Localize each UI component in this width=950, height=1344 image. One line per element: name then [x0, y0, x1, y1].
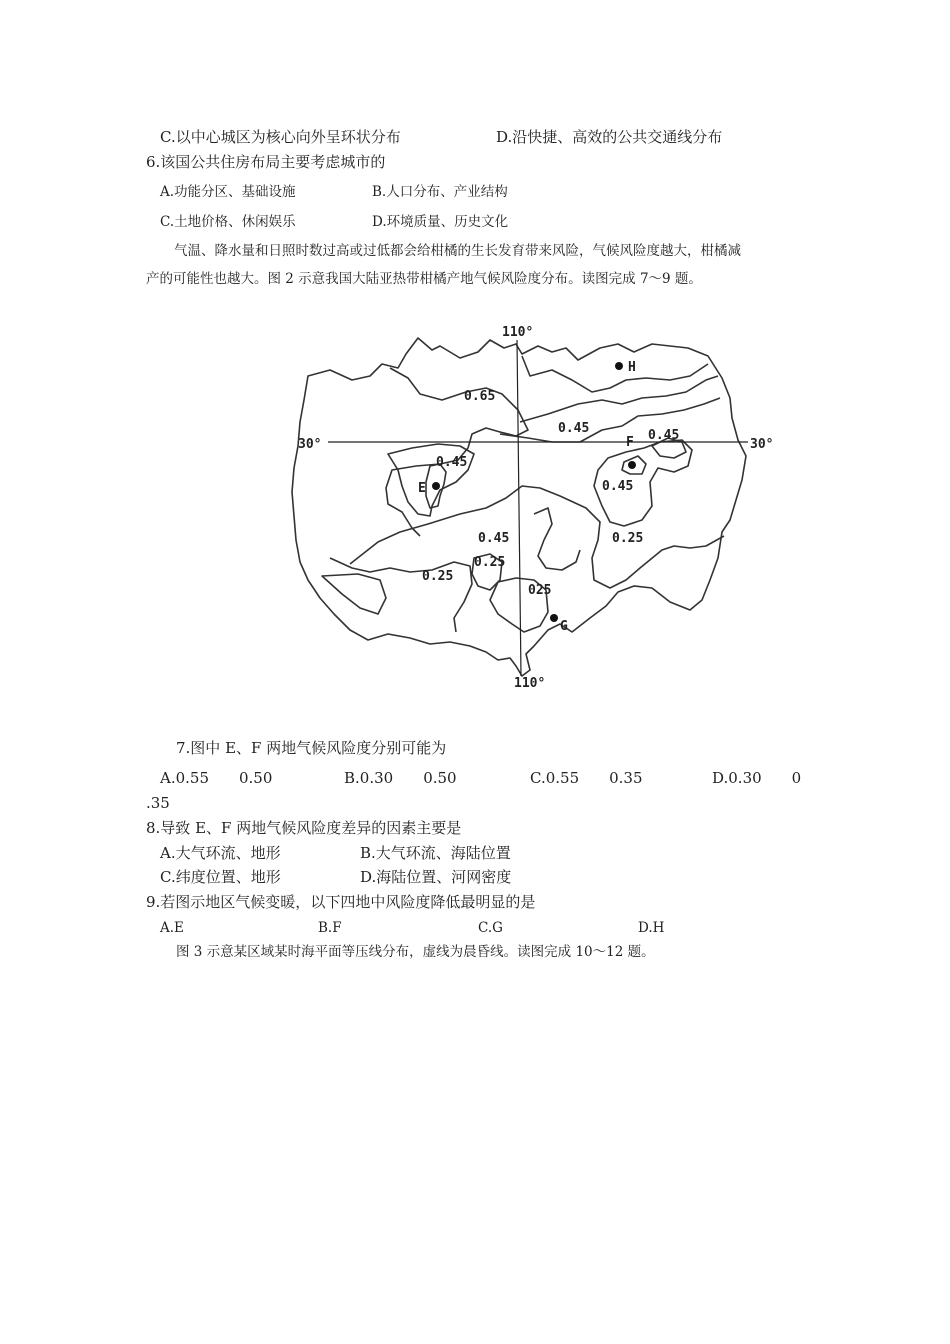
contour-label: 0.25	[612, 531, 644, 546]
contour-label: 0.45	[558, 421, 590, 436]
q9-option-c: C.G	[478, 920, 503, 936]
lon-label-top: 110°	[502, 325, 534, 340]
q7-option-a: A.0.55 0.50	[160, 769, 273, 787]
point-f-label: F	[626, 435, 634, 450]
intro-line-2: 产的可能性也越大。图 2 示意我国大陆亚热带柑橘产地气候风险度分布。读图完成 7～9 题。	[146, 271, 702, 287]
contour-label: 0.45	[478, 531, 510, 546]
contour-label: 025	[528, 583, 552, 598]
q8-option-c: C.纬度位置、地形	[160, 868, 281, 886]
intro-line-1: 气温、降水量和日照时数过高或过低都会给柑橘的生长发育带来风险，气候风险度越大，柑橘减	[174, 243, 741, 259]
q7-option-c: C.0.55 0.35	[530, 769, 643, 787]
q9-option-a: A.E	[160, 920, 184, 936]
q8-option-b: B.大气环流、海陆位置	[360, 844, 511, 862]
contour-045-central	[350, 486, 724, 588]
contour-label: 0.25	[422, 569, 454, 584]
contour-065	[386, 368, 528, 536]
q7-option-d: D.0.30 0	[712, 769, 802, 787]
q6-option-d: D.环境质量、历史文化	[372, 214, 509, 230]
q5-option-c: C.以中心城区为核心向外呈环状分布	[160, 128, 401, 146]
q7-stem: 7.图中 E、F 两地气候风险度分别可能为	[176, 739, 447, 757]
point-h-dot	[615, 362, 623, 370]
citrus-risk-map	[290, 318, 780, 696]
contour-label: 0.65	[464, 389, 496, 404]
contour-label: 0.45	[436, 455, 468, 470]
q8-stem: 8.导致 E、F 两地气候风险度差异的因素主要是	[146, 819, 462, 837]
lon-label-bottom: 110°	[514, 676, 546, 691]
contour-045-north	[522, 356, 708, 392]
point-f-dot	[628, 461, 636, 469]
point-h-label: H	[628, 360, 636, 375]
contour-label: 0.45	[602, 479, 634, 494]
q7-option-d-wrap: .35	[146, 794, 170, 812]
q9-option-b: B.F	[318, 920, 342, 936]
point-e-dot	[432, 482, 440, 490]
q6-option-c: C.土地价格、休闲娱乐	[160, 214, 296, 230]
q8-option-a: A.大气环流、地形	[160, 844, 281, 862]
q8-option-d: D.海陆位置、河网密度	[360, 868, 512, 886]
q5-option-d: D.沿快捷、高效的公共交通线分布	[496, 128, 723, 146]
contour-label: 0.45	[648, 428, 680, 443]
meridian-110	[517, 340, 521, 676]
q9-option-d: D.H	[638, 920, 665, 936]
contour-label: 0.25	[474, 555, 506, 570]
lat-label-left: 30°	[298, 437, 322, 452]
q6-option-a: A.功能分区、基础设施	[160, 184, 296, 200]
contour-025-southwest	[322, 574, 386, 614]
q9-stem: 9.若图示地区气候变暖，以下四地中风险度降低最明显的是	[146, 893, 536, 911]
q7-option-b: B.0.30 0.50	[344, 769, 457, 787]
point-g-dot	[550, 614, 558, 622]
intro2: 图 3 示意某区域某时海平面等压线分布，虚线为晨昏线。读图完成 10～12 题。	[176, 944, 655, 960]
q6-stem: 6.该国公共住房布局主要考虑城市的	[146, 153, 386, 171]
lat-label-right: 30°	[750, 437, 774, 452]
point-g-label: G	[560, 619, 568, 634]
q6-option-b: B.人口分布、产业结构	[372, 184, 508, 200]
contour-025-southeast	[534, 508, 580, 570]
contour-045-east	[500, 398, 720, 442]
point-e-label: E	[418, 481, 426, 496]
